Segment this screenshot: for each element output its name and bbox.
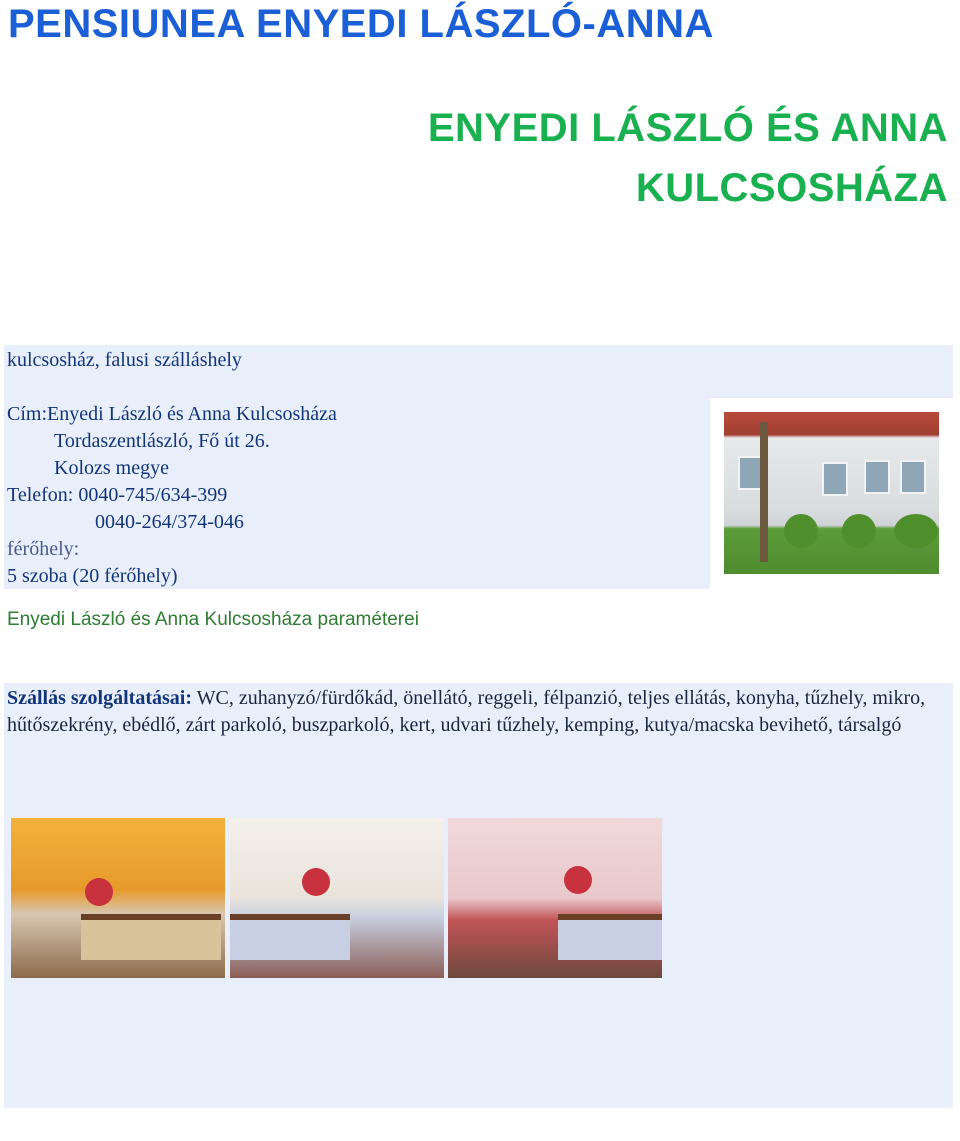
phone-line-2: 0040-264/374-046 (95, 511, 244, 533)
house-photo[interactable] (724, 412, 939, 574)
category-text: kulcsosház, falusi szálláshely (7, 349, 242, 371)
parameters-heading: Enyedi László és Anna Kulcsosháza paraméterei (7, 609, 419, 630)
room-photo-1[interactable] (11, 818, 225, 978)
room-photo-3[interactable] (448, 818, 662, 978)
page-title: PENSIUNEA ENYEDI LÁSZLÓ-ANNA (8, 2, 714, 46)
services-label: Szállás szolgáltatásai: (7, 687, 192, 709)
guesthouse-name-line2: KULCSOSHÁZA (635, 166, 948, 210)
address-line-2: Tordaszentlászló, Fő út 26. (54, 430, 270, 452)
address-line-1: Cím:Enyedi László és Anna Kulcsosháza (7, 403, 337, 425)
services-value: WC, zuhanyzó/fürdőkád, önellátó, reggeli, félpanzió, teljes ellátás, konyha, tűzhely, mikro, hűtőszekrény, ebédlő, zárt parkoló, buszparkoló, kert, udvari tűzhely, kemping, kutya/macska bevihető, társalgó (7, 687, 926, 736)
room-photo-2[interactable] (230, 818, 444, 978)
capacity-label: férőhely: (7, 538, 80, 560)
services-text (7, 685, 947, 739)
guesthouse-name-line1: ENYEDI LÁSZLÓ ÉS ANNA (427, 106, 948, 150)
guesthouse-name (428, 98, 948, 218)
capacity-value: 5 szoba (20 férőhely) (7, 565, 178, 587)
phone-line-1: Telefon: 0040-745/634-399 (7, 484, 228, 506)
address-line-3: Kolozs megye (54, 457, 169, 479)
